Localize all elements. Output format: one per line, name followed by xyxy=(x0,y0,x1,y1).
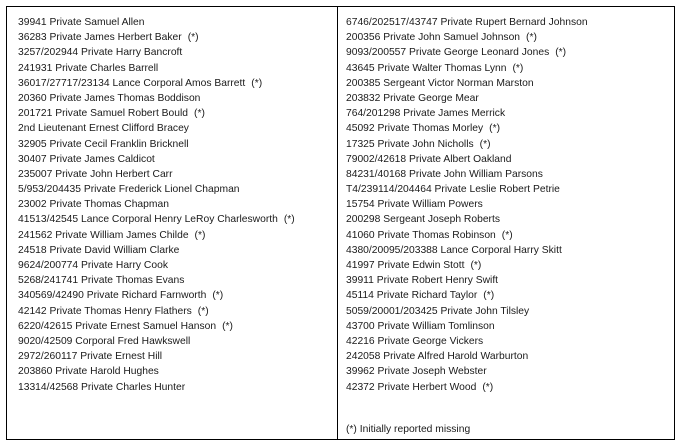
left-name-column xyxy=(7,7,338,439)
soldier-name: 13314/42568 Private Charles Hunter xyxy=(18,381,186,393)
soldier-entry xyxy=(346,319,674,334)
soldier-entry xyxy=(346,152,674,167)
soldier-name: 6746/202517/43747 Private Rupert Bernard Johnson xyxy=(346,17,588,28)
soldier-name: 23002 Private Thomas Chapman xyxy=(18,199,169,211)
soldier-entry xyxy=(346,182,674,197)
soldier-name: 764/201298 Private James Merrick xyxy=(346,108,506,120)
soldier-entry xyxy=(346,258,674,273)
soldier-entry xyxy=(346,197,674,212)
soldier-entry xyxy=(346,304,674,319)
right-name-column xyxy=(338,7,674,439)
soldier-name: 41513/42545 Lance Corporal Henry LeRoy Charlesworth xyxy=(18,214,278,226)
soldier-name: 203832 Private George Mear xyxy=(346,92,479,104)
soldier-entry xyxy=(346,243,674,258)
soldier-name: 9020/42509 Corporal Fred Hawkswell xyxy=(18,335,191,347)
missing-marker: (*) xyxy=(479,138,491,150)
soldier-name: 5/953/204435 Private Frederick Lionel Chapman xyxy=(18,184,240,196)
soldier-entry xyxy=(346,380,674,395)
missing-marker: (*) xyxy=(283,214,295,226)
soldier-entry xyxy=(18,182,337,197)
soldier-entry xyxy=(18,197,337,212)
missing-marker: (*) xyxy=(251,77,263,89)
soldier-name: 24518 Private David William Clarke xyxy=(18,244,180,256)
soldier-name: 201721 Private Samuel Robert Bould xyxy=(18,108,189,120)
soldier-entry xyxy=(346,228,674,243)
soldier-entry xyxy=(18,61,337,76)
soldier-entry xyxy=(18,15,337,30)
soldier-entry xyxy=(18,106,337,121)
missing-marker: (*) xyxy=(187,32,199,44)
missing-marker: (*) xyxy=(483,290,495,302)
soldier-name: 2nd Lieutenant Ernest Clifford Bracey xyxy=(18,123,189,135)
soldier-name: 4380/20095/203388 Lance Corporal Harry Skitt xyxy=(346,244,562,256)
soldier-name: 42216 Private George Vickers xyxy=(346,335,484,347)
soldier-entry xyxy=(346,15,674,30)
soldier-name: 41060 Private Thomas Robinson xyxy=(346,229,496,241)
soldier-name: 41997 Private Edwin Stott xyxy=(346,260,465,271)
missing-marker: (*) xyxy=(197,305,209,317)
soldier-entry xyxy=(18,167,337,182)
soldier-entry xyxy=(346,334,674,349)
soldier-name: 15754 Private William Powers xyxy=(346,199,483,211)
soldier-entry xyxy=(346,91,674,106)
soldier-entry xyxy=(18,45,337,60)
soldier-name: 241562 Private William James Childe xyxy=(18,229,189,241)
soldier-name: 235007 Private John Herbert Carr xyxy=(18,168,173,180)
soldier-name: 340569/42490 Private Richard Farnworth xyxy=(18,290,207,302)
missing-footnote: (*) Initially reported missing xyxy=(346,424,471,435)
soldier-name: 9093/200557 Private George Leonard Jones xyxy=(346,47,550,59)
soldier-entry xyxy=(18,228,337,243)
soldier-entry xyxy=(346,61,674,76)
soldier-name: 79002/42618 Private Albert Oakland xyxy=(346,153,512,165)
soldier-entry xyxy=(18,76,337,91)
missing-marker: (*) xyxy=(512,62,524,74)
soldier-entry xyxy=(18,152,337,167)
soldier-name: 43700 Private William Tomlinson xyxy=(346,320,495,332)
soldier-name: 32905 Private Cecil Franklin Bricknell xyxy=(18,138,189,150)
soldier-entry xyxy=(346,212,674,227)
soldier-name: 39962 Private Joseph Webster xyxy=(346,366,487,378)
soldier-name: 200356 Private John Samuel Johnson xyxy=(346,32,521,44)
soldier-entry xyxy=(18,304,337,319)
soldier-name: 17325 Private John Nicholls xyxy=(346,138,474,150)
soldier-name: 42142 Private Thomas Henry Flathers xyxy=(18,305,192,317)
right-entries xyxy=(346,15,674,395)
soldier-name: 36283 Private James Herbert Baker xyxy=(18,32,182,44)
soldier-entry xyxy=(346,45,674,60)
missing-marker: (*) xyxy=(212,290,224,302)
soldier-entry xyxy=(346,121,674,136)
missing-marker: (*) xyxy=(489,123,501,135)
soldier-entry xyxy=(18,349,337,364)
soldier-name: 242058 Private Alfred Harold Warburton xyxy=(346,351,529,363)
soldier-entry xyxy=(346,30,674,45)
soldier-name: 241931 Private Charles Barrell xyxy=(18,62,159,74)
soldier-name: 3257/202944 Private Harry Bancroft xyxy=(18,47,183,59)
soldier-entry xyxy=(18,288,337,303)
soldier-entry xyxy=(18,380,337,395)
soldier-entry xyxy=(18,319,337,334)
soldier-name: T4/239114/204464 Private Leslie Robert Petrie xyxy=(346,184,560,196)
soldier-entry xyxy=(346,288,674,303)
soldier-name: 20360 Private James Thomas Boddison xyxy=(18,92,201,104)
soldier-name: 45092 Private Thomas Morley xyxy=(346,123,484,135)
missing-marker: (*) xyxy=(222,320,233,332)
soldier-entry xyxy=(18,258,337,273)
soldier-entry xyxy=(346,364,674,379)
soldier-name: 6220/42615 Private Ernest Samuel Hanson xyxy=(18,320,217,332)
soldier-name: 42372 Private Herbert Wood xyxy=(346,381,477,393)
missing-marker: (*) xyxy=(194,229,206,241)
soldier-entry xyxy=(18,273,337,288)
soldier-entry xyxy=(18,334,337,349)
soldier-entry xyxy=(346,273,674,288)
soldier-entry xyxy=(346,349,674,364)
soldier-name: 39911 Private Robert Henry Swift xyxy=(346,275,499,287)
missing-marker: (*) xyxy=(194,108,205,120)
soldier-name: 84231/40168 Private John William Parsons xyxy=(346,168,543,180)
missing-marker: (*) xyxy=(526,32,537,44)
soldier-entry xyxy=(346,76,674,91)
soldier-entry xyxy=(18,91,337,106)
missing-marker: (*) xyxy=(470,260,482,271)
soldier-name: 2972/260117 Private Ernest Hill xyxy=(18,351,163,363)
soldier-name: 200298 Sergeant Joseph Roberts xyxy=(346,214,500,226)
soldier-name: 203860 Private Harold Hughes xyxy=(18,366,159,378)
roll-of-honour-table xyxy=(6,6,675,440)
soldier-name: 45114 Private Richard Taylor xyxy=(346,290,478,302)
soldier-name: 5059/20001/203425 Private John Tilsley xyxy=(346,305,530,317)
soldier-entry xyxy=(18,137,337,152)
soldier-entry xyxy=(18,30,337,45)
missing-marker: (*) xyxy=(482,381,494,393)
soldier-name: 43645 Private Walter Thomas Lynn xyxy=(346,62,507,74)
soldier-entry xyxy=(346,106,674,121)
soldier-entry xyxy=(18,121,337,136)
soldier-entry xyxy=(18,364,337,379)
soldier-name: 30407 Private James Caldicot xyxy=(18,153,155,165)
soldier-name: 5268/241741 Private Thomas Evans xyxy=(18,275,185,287)
soldier-name: 9624/200774 Private Harry Cook xyxy=(18,260,168,271)
soldier-entry xyxy=(346,137,674,152)
missing-marker: (*) xyxy=(555,47,567,59)
missing-marker: (*) xyxy=(501,229,513,241)
soldier-name: 36017/27717/23134 Lance Corporal Amos Barrett xyxy=(18,77,246,89)
soldier-entry xyxy=(18,243,337,258)
soldier-name: 200385 Sergeant Victor Norman Marston xyxy=(346,77,534,89)
soldier-entry xyxy=(346,167,674,182)
soldier-entry xyxy=(18,212,337,227)
soldier-name: 39941 Private Samuel Allen xyxy=(18,17,145,28)
